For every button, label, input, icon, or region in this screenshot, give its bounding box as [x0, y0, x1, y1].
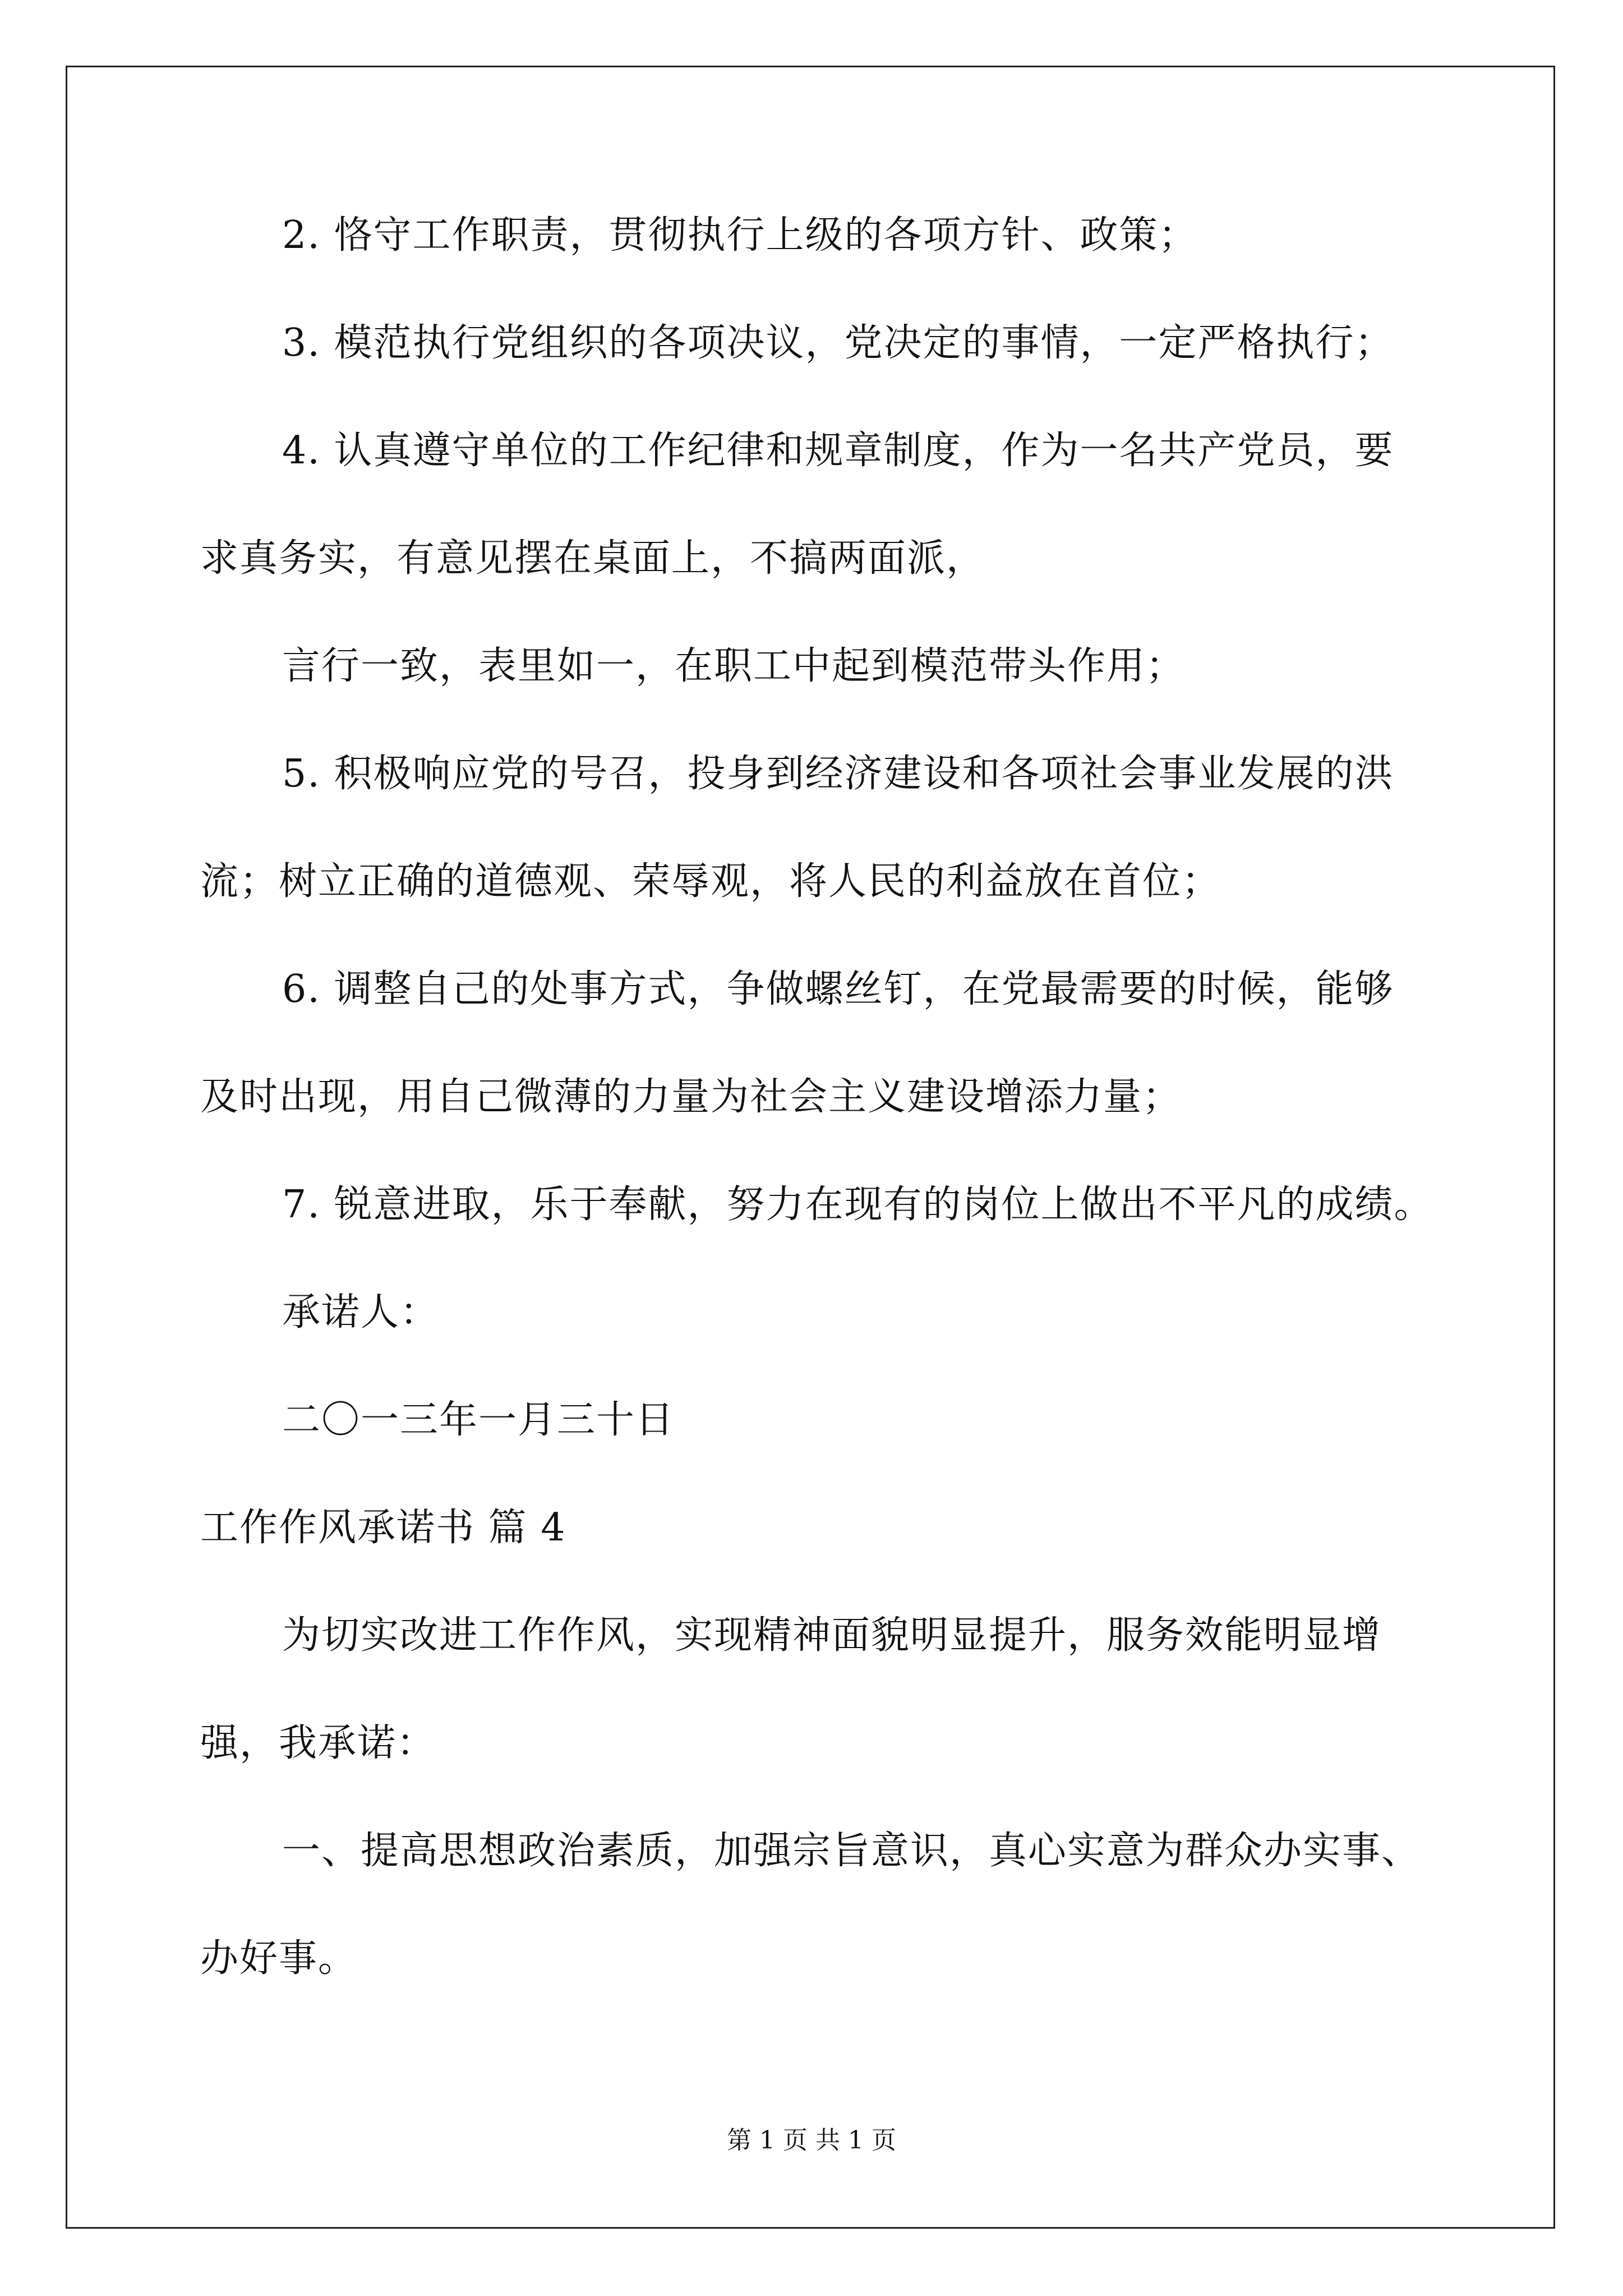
paragraph-line: 7. 锐意进取，乐于奉献，努力在现有的岗位上做出不平凡的成绩。 — [282, 1182, 1433, 1227]
paragraph-line: 及时出现，用自己微薄的力量为社会主义建设增添力量； — [200, 1075, 1182, 1119]
section-heading: 工作作风承诺书 篇 4 — [200, 1506, 566, 1550]
paragraph-line: 求真务实，有意见摆在桌面上，不搞两面派， — [200, 536, 986, 581]
paragraph-line: 一、提高思想政治素质，加强宗旨意识，真心实意为群众办实事、 — [282, 1829, 1421, 1873]
paragraph-line: 2. 恪守工作职责，贯彻执行上级的各项方针、政策； — [282, 213, 1198, 257]
signatory-label: 承诺人： — [282, 1290, 440, 1335]
paragraph-line: 办好事。 — [200, 1936, 358, 1981]
paragraph-line: 3. 模范执行党组织的各项决议，党决定的事情，一定严格执行； — [282, 321, 1394, 365]
paragraph-line: 4. 认真遵守单位的工作纪律和规章制度，作为一名共产党员，要 — [282, 429, 1394, 473]
paragraph-line: 6. 调整自己的处事方式，争做螺丝钉，在党最需要的时候，能够 — [282, 967, 1394, 1011]
page-number-footer: 第 1 页 共 1 页 — [727, 2126, 896, 2155]
paragraph-line: 强，我承诺： — [200, 1721, 436, 1765]
paragraph-line: 言行一致，表里如一，在职工中起到模范带头作用； — [282, 644, 1186, 688]
page-border — [66, 66, 1555, 2229]
paragraph-line: 流；树立正确的道德观、荣辱观，将人民的利益放在首位； — [200, 859, 1221, 904]
paragraph-line: 为切实改进工作作风，实现精神面貌明显提升，服务效能明显增 — [282, 1613, 1382, 1658]
paragraph-line: 5. 积极响应党的号召，投身到经济建设和各项社会事业发展的洪 — [282, 752, 1394, 796]
date-line: 二〇一三年一月三十日 — [282, 1398, 675, 1442]
